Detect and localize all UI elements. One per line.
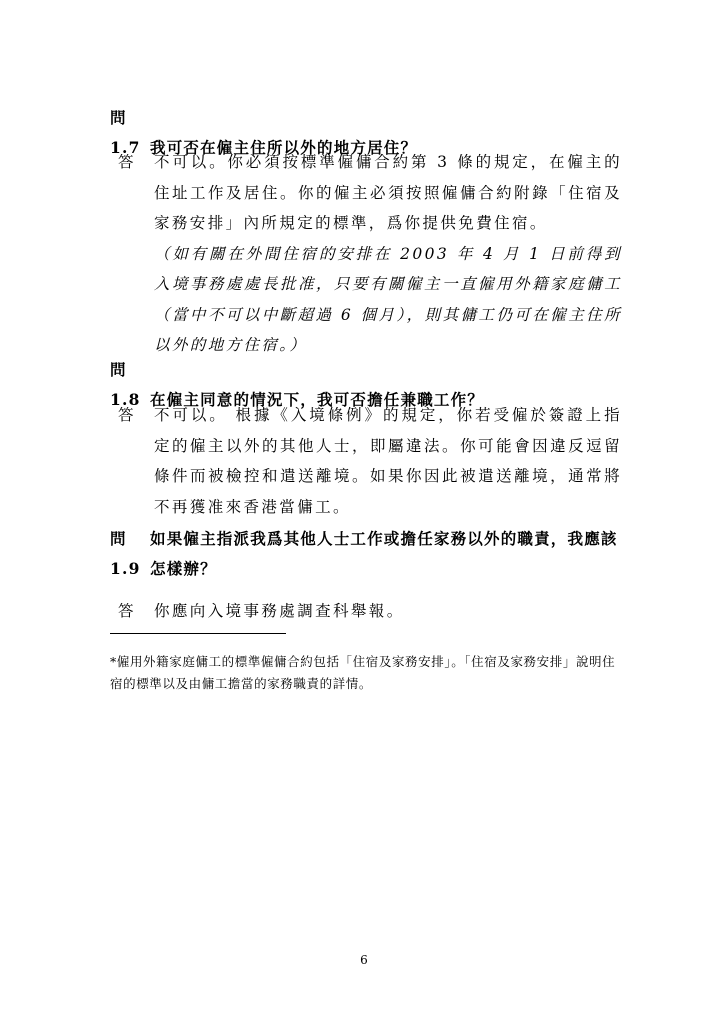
answer-label: 答 xyxy=(118,153,136,171)
question-label: 問 1.9 xyxy=(110,529,141,578)
footnote: *僱用外籍家庭傭工的標準僱傭合約包括「住宿及家務安排」。「住宿及家務安排」說明住宿的標準以及由傭工擔當的家務職責的詳情。 xyxy=(110,654,616,691)
question-text: 我可否在僱主住所以外的地方居住？ xyxy=(150,138,418,157)
answer-1-7 xyxy=(118,147,622,361)
footnote-divider xyxy=(110,633,286,634)
question-row xyxy=(110,524,622,584)
question-text: 在僱主同意的情況下，我可否擔任兼職工作？ xyxy=(150,390,485,409)
question-label: 問 1.7 xyxy=(110,108,141,157)
answer-body: 不可以。你必須按標準僱傭合約第 3 條的規定，在僱主的住址工作及居住。你的僱主必須按照僱傭合約附錄「住宿及家務安排」內所規定的標準，爲你提供免費住宿。 xyxy=(154,153,622,232)
answer-body: 你應向入境事務處調查科舉報。 xyxy=(154,602,405,620)
answer-label: 答 xyxy=(118,406,136,424)
question-1-9 xyxy=(110,524,622,584)
question-text: 如果僱主指派我爲其他人士工作或擔任家務以外的職責，我應該怎樣辦？ xyxy=(150,529,618,578)
answer-body: 不可以。 根據《入境條例》的規定，你若受僱於簽證上指定的僱主以外的其他人士，即屬違法。你可能會因違反逗留條件而被檢控和遣送離境。如果你因此被遣送離境，通常將不再獲准來香港當傭工。 xyxy=(154,406,622,516)
answer-note: （如有關在外間住宿的安排在 2003 年 4 月 1 日前得到入境事務處處長批准，只要有關僱主一直僱用外籍家庭傭工（當中不可以中斷超過 6 個月），則其傭工仍可在僱主住所以外的地方住宿。） xyxy=(154,244,622,354)
question-label: 問 1.8 xyxy=(110,360,141,409)
page-number: 6 xyxy=(360,953,368,967)
answer-label: 答 xyxy=(118,602,136,620)
answer-1-9 xyxy=(118,596,622,627)
answer-1-8 xyxy=(118,400,622,522)
